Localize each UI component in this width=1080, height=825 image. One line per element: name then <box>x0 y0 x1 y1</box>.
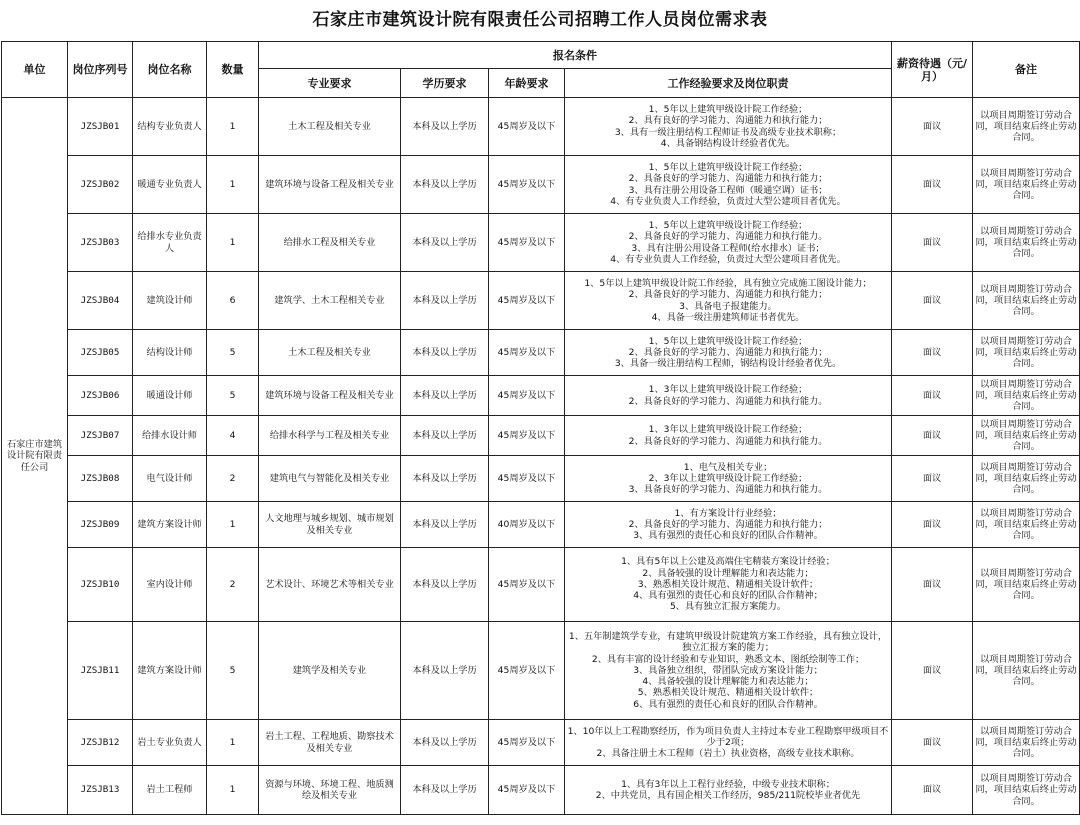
duty-line: 4、具备较强的设计理解能力和表达能力； <box>642 676 814 688</box>
education-requirement: 本科及以上学历 <box>401 720 489 766</box>
salary: 面议 <box>892 330 973 376</box>
duty-description <box>565 456 892 502</box>
table-row <box>2 720 1080 766</box>
table-row <box>2 98 1080 156</box>
position-name: 建筑方案设计师 <box>133 502 207 548</box>
age-requirement: 45周岁及以下 <box>489 330 565 376</box>
duty-line: 3、具有强烈的责任心和良好的团队合作精神。 <box>633 530 823 542</box>
duty-line: 3、具备一级注册结构工程师，钢结构设计经验者优先。 <box>614 358 842 370</box>
education-requirement: 本科及以上学历 <box>401 622 489 720</box>
education-requirement: 本科及以上学历 <box>401 766 489 815</box>
duty-line: 2、具备良好的学习能力、沟通能力和执行能力； <box>628 518 828 530</box>
table-row <box>2 622 1080 720</box>
job-requirements-table <box>1 41 1080 815</box>
position-seq: JZSJB06 <box>68 376 133 416</box>
major-requirement: 人文地理与城乡规划、城市规划及相关专业 <box>259 502 401 548</box>
position-count: 1 <box>207 156 259 214</box>
position-count: 5 <box>207 330 259 376</box>
table-row <box>2 548 1080 622</box>
position-seq: JZSJB05 <box>68 330 133 376</box>
duty-description <box>565 416 892 456</box>
table-row <box>2 156 1080 214</box>
major-requirement: 建筑电气与智能化及相关专业 <box>259 456 401 502</box>
salary: 面议 <box>892 156 973 214</box>
duty-line: 2、3年以上建筑甲级设计院工作经验； <box>648 472 808 484</box>
header-conditions: 报名条件 <box>259 42 892 69</box>
salary: 面议 <box>892 456 973 502</box>
salary: 面议 <box>892 272 973 330</box>
education-requirement: 本科及以上学历 <box>401 376 489 416</box>
salary: 面议 <box>892 720 973 766</box>
position-name: 暖通设计师 <box>133 376 207 416</box>
age-requirement: 45周岁及以下 <box>489 548 565 622</box>
position-seq: JZSJB01 <box>68 98 133 156</box>
duty-line: 5、具有独立汇报方案能力。 <box>669 601 787 613</box>
duty-line: 3、具备独立组织，带团队完成方案设计能力； <box>633 664 823 676</box>
duty-description <box>565 548 892 622</box>
duty-line: 2、中共党员，具有国企相关工作经历，985/211院校毕业者优先 <box>595 790 861 801</box>
salary: 面议 <box>892 622 973 720</box>
education-requirement: 本科及以上学历 <box>401 214 489 272</box>
duty-line: 4、具备钢结构设计经验者优先。 <box>660 137 796 149</box>
remark: 以项目周期签订劳动合同，项目结束后终止劳动合同。 <box>973 548 1080 622</box>
position-count: 1 <box>207 766 259 815</box>
major-requirement: 土木工程及相关专业 <box>259 98 401 156</box>
education-requirement: 本科及以上学历 <box>401 272 489 330</box>
position-seq: JZSJB02 <box>68 156 133 214</box>
duty-description <box>565 98 892 156</box>
header-name: 岗位名称 <box>133 42 207 98</box>
major-requirement: 建筑学及相关专业 <box>259 622 401 720</box>
major-requirement: 岩土工程、工程地质、勘察技术及相关专业 <box>259 720 401 766</box>
position-seq: JZSJB08 <box>68 456 133 502</box>
position-name: 岩土专业负责人 <box>133 720 207 766</box>
position-name: 结构专业负责人 <box>133 98 207 156</box>
duty-line: 1、10年以上工程勘察经历，作为项目负责人主持过本专业工程勘察甲级项目不少于2项； <box>567 725 889 748</box>
salary: 面议 <box>892 502 973 548</box>
position-name: 给排水设计师 <box>133 416 207 456</box>
salary: 面议 <box>892 548 973 622</box>
salary: 面议 <box>892 214 973 272</box>
table-row <box>2 376 1080 416</box>
position-seq: JZSJB07 <box>68 416 133 456</box>
duty-line: 1、5年以上建筑甲级设计院工作经验； <box>648 104 808 116</box>
duty-line: 2、具备良好的学习能力、沟通能力和执行能力。 <box>628 435 828 447</box>
education-requirement: 本科及以上学历 <box>401 330 489 376</box>
remark: 以项目周期签订劳动合同，项目结束后终止劳动合同。 <box>973 214 1080 272</box>
header-major: 专业要求 <box>259 69 401 98</box>
education-requirement: 本科及以上学历 <box>401 98 489 156</box>
position-count: 1 <box>207 720 259 766</box>
header-salary: 薪资待遇（元/月） <box>892 42 973 98</box>
duty-line: 4、具有强烈的责任心和良好的团队合作精神； <box>633 590 823 602</box>
education-requirement: 本科及以上学历 <box>401 156 489 214</box>
duty-line: 1、有方案设计行业经验； <box>674 507 782 519</box>
unit-name: 石家庄市建筑设计院有限责任公司 <box>2 98 68 815</box>
major-requirement: 土木工程及相关专业 <box>259 330 401 376</box>
duty-line: 2、具备良好的学习能力、沟通能力和执行能力； <box>628 346 828 358</box>
age-requirement: 45周岁及以下 <box>489 416 565 456</box>
duty-line: 4、有专业负责人工作经验，负责过大型公建项目者优先。 <box>610 195 846 207</box>
major-requirement: 建筑环境与设备工程及相关专业 <box>259 156 401 214</box>
position-seq: JZSJB13 <box>68 766 133 815</box>
duty-line: 3、具备良好的学习能力、沟通能力和执行能力。 <box>628 484 828 496</box>
position-seq: JZSJB03 <box>68 214 133 272</box>
duty-description <box>565 622 892 720</box>
duty-description <box>565 272 892 330</box>
education-requirement: 本科及以上学历 <box>401 456 489 502</box>
duty-description <box>565 330 892 376</box>
duty-line: 2、具备良好的学习能力、沟通能力和执行能力； <box>628 289 828 301</box>
position-name: 暖通专业负责人 <box>133 156 207 214</box>
header-unit: 单位 <box>2 42 68 98</box>
position-seq: JZSJB09 <box>68 502 133 548</box>
remark: 以项目周期签订劳动合同，项目结束后终止劳动合同。 <box>973 272 1080 330</box>
position-seq: JZSJB04 <box>68 272 133 330</box>
table-row <box>2 502 1080 548</box>
table-row <box>2 330 1080 376</box>
position-seq: JZSJB10 <box>68 548 133 622</box>
duty-line: 2、具备良好的学习能力、沟通能力和执行能力； <box>628 173 828 185</box>
position-count: 1 <box>207 98 259 156</box>
duty-line: 1、5年以上建筑甲级设计院工作经验； <box>648 162 808 174</box>
duty-line: 3、熟悉相关设计规范、精通相关设计软件； <box>637 578 819 590</box>
duty-description <box>565 502 892 548</box>
age-requirement: 45周岁及以下 <box>489 622 565 720</box>
age-requirement: 45周岁及以下 <box>489 766 565 815</box>
remark: 以项目周期签订劳动合同，项目结束后终止劳动合同。 <box>973 416 1080 456</box>
salary: 面议 <box>892 376 973 416</box>
table-row <box>2 272 1080 330</box>
position-count: 2 <box>207 548 259 622</box>
page-title: 石家庄市建筑设计院有限责任公司招聘工作人员岗位需求表 <box>312 10 768 30</box>
header-count: 数量 <box>207 42 259 98</box>
duty-description <box>565 214 892 272</box>
duty-line: 2、具有丰富的设计经验和专业知识，熟悉文本、图纸绘制等工作； <box>591 653 865 665</box>
duty-description <box>565 766 892 815</box>
remark: 以项目周期签订劳动合同，项目结束后终止劳动合同。 <box>973 456 1080 502</box>
position-count: 4 <box>207 416 259 456</box>
position-count: 1 <box>207 502 259 548</box>
remark: 以项目周期签订劳动合同，项目结束后终止劳动合同。 <box>973 720 1080 766</box>
duty-line: 2、具备注册土木工程师（岩土）执业资格，高级专业技术职称。 <box>596 748 860 760</box>
duty-line: 1、电气及相关专业； <box>683 461 773 473</box>
position-seq: JZSJB12 <box>68 720 133 766</box>
education-requirement: 本科及以上学历 <box>401 416 489 456</box>
duty-line: 4、有专业负责人工作经验，负责过大型公建项目者优先。 <box>610 253 846 265</box>
duty-line: 1、五年制建筑学专业，有建筑甲级设计院建筑方案工作经验，具有独立设计，独立汇报方案的能力； <box>568 631 888 654</box>
position-count: 5 <box>207 376 259 416</box>
duty-line: 1、具有3年以上工程行业经验，中级专业技术职称； <box>621 778 835 790</box>
remark: 以项目周期签订劳动合同，项目结束后终止劳动合同。 <box>973 622 1080 720</box>
remark: 以项目周期签订劳动合同，项目结束后终止劳动合同。 <box>973 376 1080 416</box>
duty-line: 3、具有一级注册结构工程师证书及高级专业技术职称； <box>614 126 842 138</box>
table-row <box>2 416 1080 456</box>
duty-line: 1、5年以上建筑甲级设计院工作经验，具有独立完成施工图设计能力； <box>584 278 872 290</box>
duty-line: 2、具备良好的学习能力、沟通能力和执行能力。 <box>628 231 828 243</box>
duty-line: 6、具有强烈的责任心和良好的团队合作精神。 <box>633 698 823 710</box>
position-count: 1 <box>207 214 259 272</box>
duty-line: 4、具备一级注册建筑师证书者优先。 <box>651 311 805 323</box>
education-requirement: 本科及以上学历 <box>401 548 489 622</box>
position-name: 电气设计师 <box>133 456 207 502</box>
header-seq: 岗位序列号 <box>68 42 133 98</box>
age-requirement: 45周岁及以下 <box>489 272 565 330</box>
age-requirement: 45周岁及以下 <box>489 456 565 502</box>
age-requirement: 45周岁及以下 <box>489 156 565 214</box>
header-edu: 学历要求 <box>401 69 489 98</box>
duty-line: 2、具备较强的设计理解能力和表达能力； <box>642 567 814 579</box>
position-seq: JZSJB11 <box>68 622 133 720</box>
duty-line: 2、具有良好的学习能力、沟通能力和执行能力； <box>628 115 828 127</box>
major-requirement: 艺术设计、环境艺术等相关专业 <box>259 548 401 622</box>
position-name: 室内设计师 <box>133 548 207 622</box>
salary: 面议 <box>892 766 973 815</box>
duty-description <box>565 720 892 766</box>
major-requirement: 资源与环境、环境工程、地质测绘及相关专业 <box>259 766 401 815</box>
age-requirement: 45周岁及以下 <box>489 214 565 272</box>
position-name: 建筑方案设计师 <box>133 622 207 720</box>
duty-line: 1、具有5年以上公建及高端住宅精装方案设计经验； <box>621 556 835 568</box>
age-requirement: 45周岁及以下 <box>489 720 565 766</box>
remark: 以项目周期签订劳动合同，项目结束后终止劳动合同。 <box>973 766 1080 815</box>
remark: 以项目周期签订劳动合同，项目结束后终止劳动合同。 <box>973 156 1080 214</box>
remark: 以项目周期签订劳动合同，项目结束后终止劳动合同。 <box>973 502 1080 548</box>
duty-description <box>565 376 892 416</box>
duty-line: 1、3年以上建筑甲级设计院工作经验； <box>648 424 808 436</box>
header-note: 备注 <box>973 42 1080 98</box>
salary: 面议 <box>892 416 973 456</box>
duty-line: 3、具有注册公用设备工程师(给水排水）证书； <box>631 242 825 254</box>
duty-line: 5、熟悉相关设计规范、精通相关设计软件； <box>637 687 819 699</box>
position-count: 2 <box>207 456 259 502</box>
position-count: 5 <box>207 622 259 720</box>
major-requirement: 建筑学、土木工程相关专业 <box>259 272 401 330</box>
age-requirement: 45周岁及以下 <box>489 376 565 416</box>
major-requirement: 给排水工程及相关专业 <box>259 214 401 272</box>
position-name: 建筑设计师 <box>133 272 207 330</box>
duty-line: 1、5年以上建筑甲级设计院工作经验； <box>648 220 808 232</box>
education-requirement: 本科及以上学历 <box>401 502 489 548</box>
duty-description <box>565 156 892 214</box>
salary: 面议 <box>892 98 973 156</box>
duty-line: 3、具有注册公用设备工程师（暖通空调）证书； <box>628 184 828 196</box>
table-row <box>2 456 1080 502</box>
age-requirement: 40周岁及以下 <box>489 502 565 548</box>
position-name: 结构设计师 <box>133 330 207 376</box>
table-row <box>2 214 1080 272</box>
duty-line: 2、具备良好的学习能力、沟通能力和执行能力。 <box>628 395 828 407</box>
duty-line: 1、5年以上建筑甲级设计院工作经验； <box>648 335 808 347</box>
header-age: 年龄要求 <box>489 69 565 98</box>
major-requirement: 建筑环境与设备工程及相关专业 <box>259 376 401 416</box>
major-requirement: 给排水科学与工程及相关专业 <box>259 416 401 456</box>
position-name: 岩土工程师 <box>133 766 207 815</box>
position-name: 给排水专业负责人 <box>133 214 207 272</box>
duty-line: 3、具备电子报建能力。 <box>679 300 777 312</box>
table-row <box>2 766 1080 815</box>
remark: 以项目周期签订劳动合同，项目结束后终止劳动合同。 <box>973 98 1080 156</box>
remark: 以项目周期签订劳动合同，项目结束后终止劳动合同。 <box>973 330 1080 376</box>
header-duty: 工作经验要求及岗位职责 <box>565 69 892 98</box>
duty-line: 1、3年以上建筑甲级设计院工作经验； <box>648 384 808 396</box>
age-requirement: 45周岁及以下 <box>489 98 565 156</box>
position-count: 6 <box>207 272 259 330</box>
